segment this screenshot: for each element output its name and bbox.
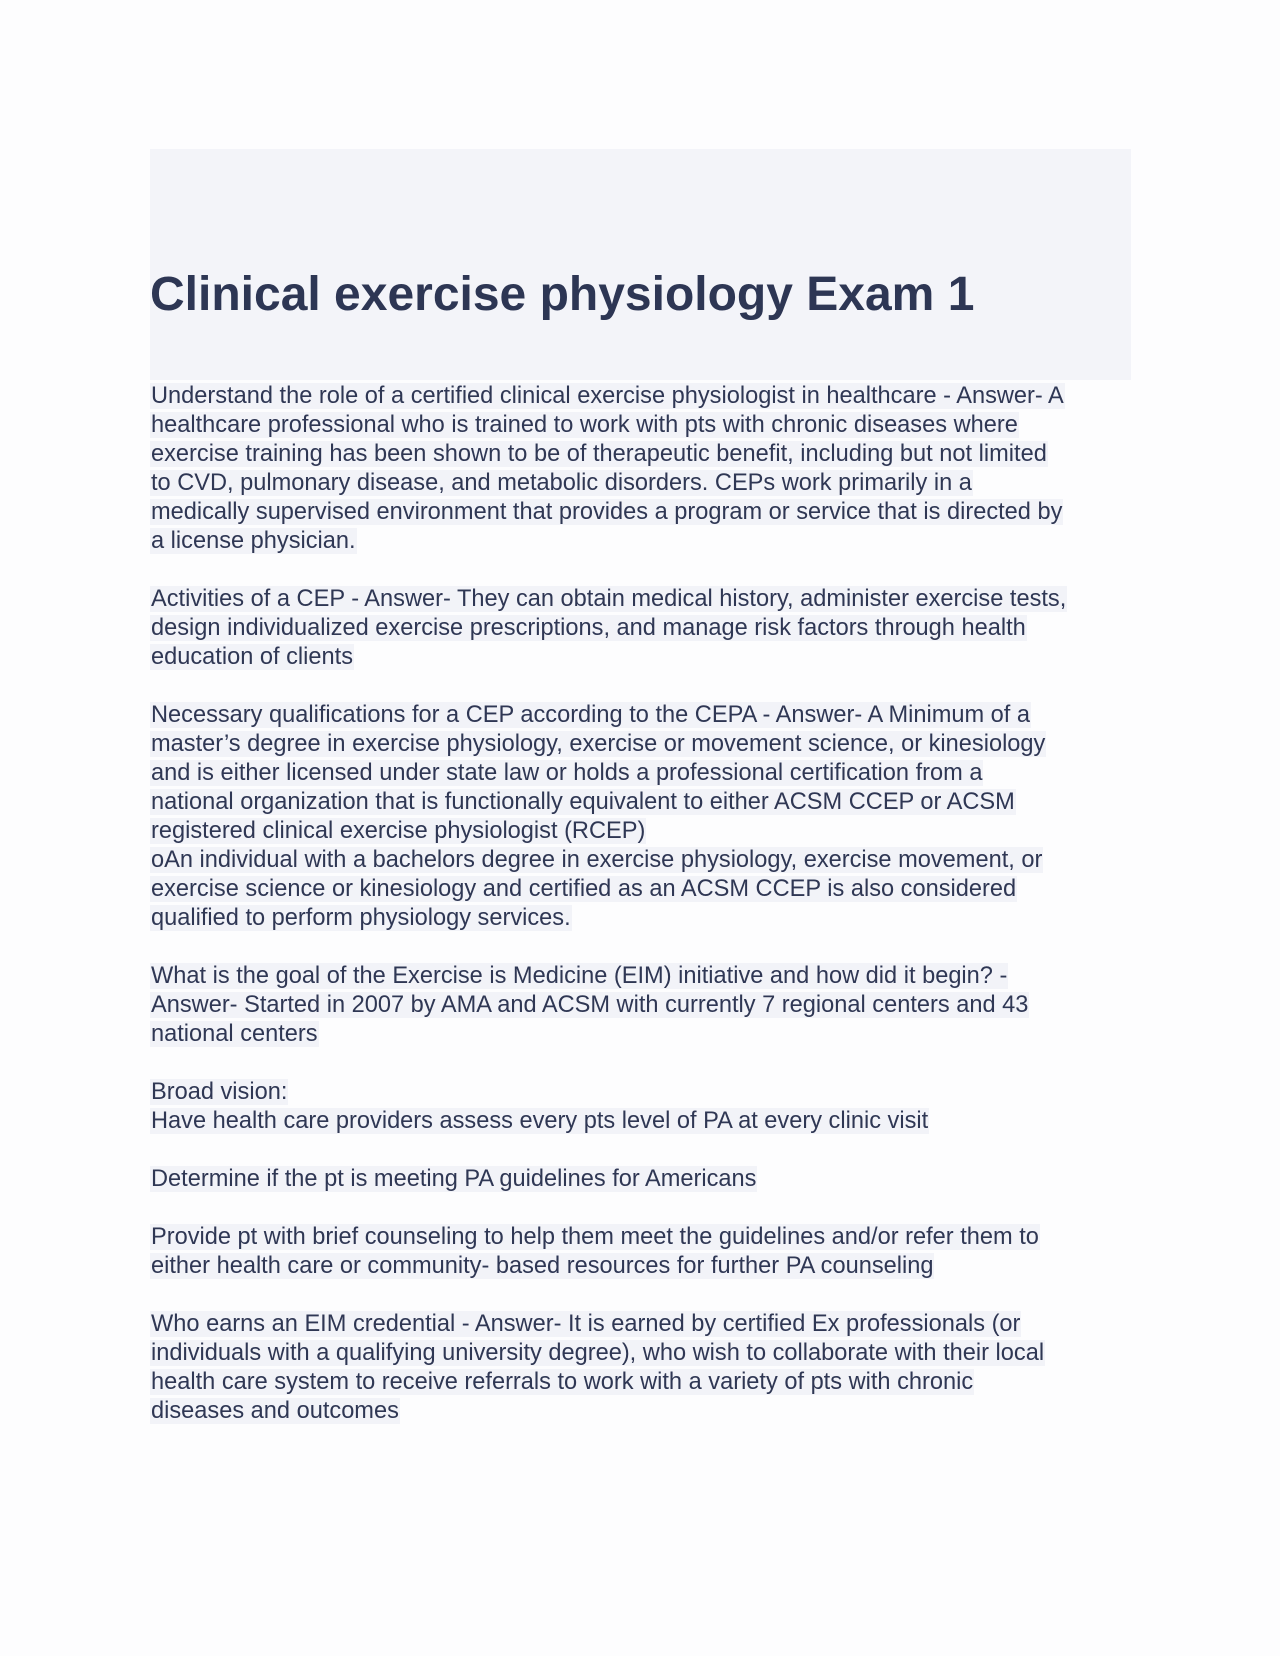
text-line: individuals with a qualifying university degree), who wish to collaborate with their local — [151, 1340, 1045, 1366]
document-body — [150, 382, 1140, 1455]
text-line: oAn individual with a bachelors degree in exercise physiology, exercise movement, or — [151, 847, 1043, 873]
text-line: health care system to receive referrals to work with a variety of pts with chronic — [151, 1369, 974, 1395]
text-line: qualified to perform physiology services. — [151, 905, 571, 931]
paragraph-cep-qualifications — [150, 701, 1140, 933]
text-line: Provide pt with brief counseling to help them meet the guidelines and/or refer them to — [151, 1224, 1039, 1250]
text-line: What is the goal of the Exercise is Medicine (EIM) initiative and how did it begin? - — [151, 963, 1008, 989]
text-line: a license physician. — [151, 528, 356, 554]
text-line: exercise training has been shown to be of therapeutic benefit, including but not limited — [151, 441, 1047, 467]
text-line: design individualized exercise prescriptions, and manage risk factors through health — [151, 615, 1026, 641]
paragraph-counseling — [150, 1223, 1140, 1281]
paragraph-eim-credential — [150, 1310, 1140, 1426]
paragraph-pa-guidelines — [150, 1165, 1140, 1194]
text-line: diseases and outcomes — [151, 1398, 399, 1424]
paragraph-eim-goal — [150, 962, 1140, 1049]
text-line: Necessary qualifications for a CEP according to the CEPA - Answer- A Minimum of a — [151, 702, 1031, 728]
paragraph-cep-activities — [150, 585, 1140, 672]
text-line: Have health care providers assess every pts level of PA at every clinic visit — [151, 1108, 929, 1134]
text-line: and is either licensed under state law or holds a professional certification from a — [151, 760, 983, 786]
text-line: national organization that is functionally equivalent to either ACSM CCEP or ACSM — [151, 789, 1015, 815]
text-line: Answer- Started in 2007 by AMA and ACSM with currently 7 regional centers and 43 — [151, 992, 1029, 1018]
text-line: exercise science or kinesiology and certified as an ACSM CCEP is also considered — [151, 876, 1017, 902]
document-title: Clinical exercise physiology Exam 1 — [150, 268, 975, 321]
text-line: either health care or community- based resources for further PA counseling — [151, 1253, 934, 1279]
text-line: healthcare professional who is trained to work with pts with chronic diseases where — [151, 412, 1018, 438]
text-line: Who earns an EIM credential - Answer- It is earned by certified Ex professionals (or — [151, 1311, 1021, 1337]
title-block — [150, 149, 1131, 380]
text-line: Determine if the pt is meeting PA guidelines for Americans — [151, 1166, 757, 1192]
text-line: medically supervised environment that provides a program or service that is directed by — [151, 499, 1063, 525]
text-line: registered clinical exercise physiologist (RCEP) — [151, 818, 646, 844]
paragraph-cep-role — [150, 382, 1140, 556]
text-line: education of clients — [151, 644, 353, 670]
text-line: Broad vision: — [151, 1079, 288, 1105]
text-line: master’s degree in exercise physiology, exercise or movement science, or kinesiology — [151, 731, 1046, 757]
text-line: to CVD, pulmonary disease, and metabolic disorders. CEPs work primarily in a — [151, 470, 972, 496]
text-line: national centers — [151, 1021, 318, 1047]
text-line: Activities of a CEP - Answer- They can obtain medical history, administer exercise tests, — [151, 586, 1067, 612]
text-line: Understand the role of a certified clinical exercise physiologist in healthcare - Answer- A — [151, 383, 1064, 409]
paragraph-broad-vision — [150, 1078, 1140, 1136]
